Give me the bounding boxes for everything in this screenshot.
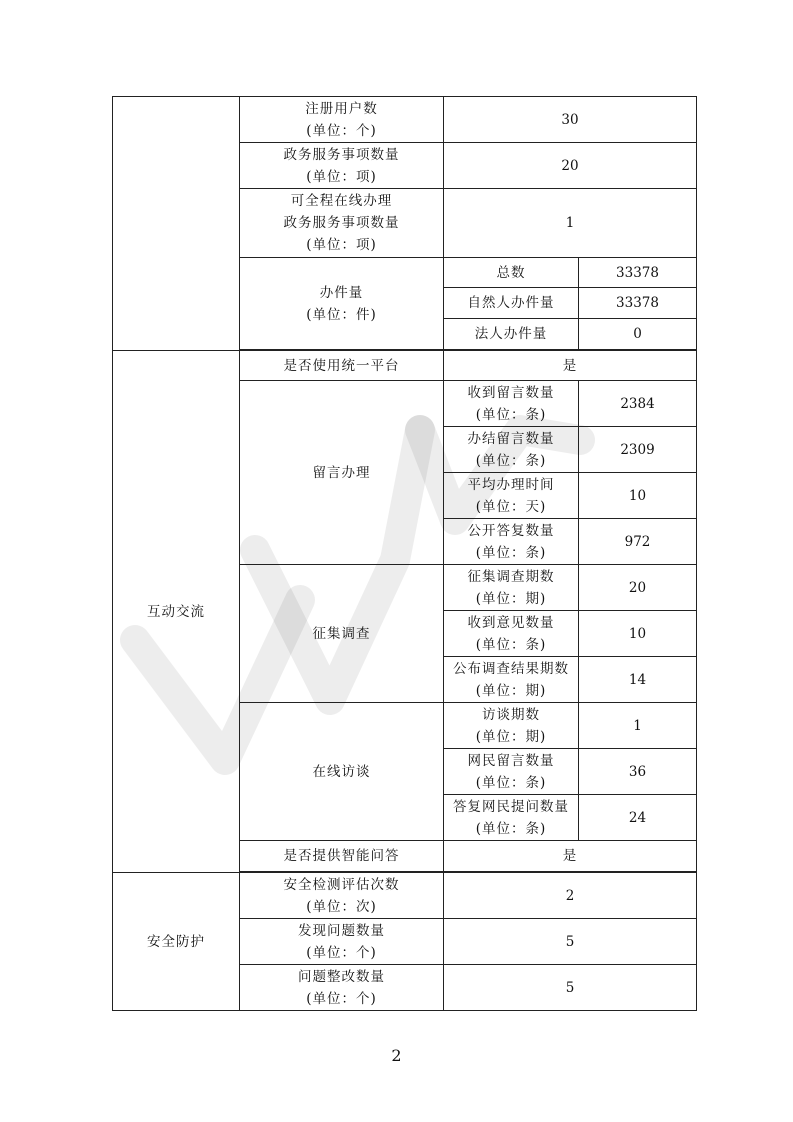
interview-replies-value: 24 xyxy=(579,795,697,841)
survey-results-value: 14 xyxy=(579,657,697,703)
issues-found-label: 发现问题数量 (单位：个) xyxy=(240,919,444,965)
cases-person-label: 自然人办件量 xyxy=(444,288,579,319)
survey-results-label: 公布调查结果期数 (单位：期) xyxy=(444,657,579,703)
service-items-label: 政务服务事项数量 (单位：项) xyxy=(240,143,444,189)
msg-received-value: 2384 xyxy=(579,381,697,427)
cases-legal-label: 法人办件量 xyxy=(444,319,579,350)
interview-replies-label: 答复网民提问数量 (单位：条) xyxy=(444,795,579,841)
unified-platform-value: 是 xyxy=(444,351,697,381)
security-checks-value: 2 xyxy=(444,873,697,919)
registered-users-label: 注册用户数 (单位：个) xyxy=(240,97,444,143)
online-service-items-label: 可全程在线办理 政务服务事项数量 (单位：项) xyxy=(240,189,444,258)
interview-messages-value: 36 xyxy=(579,749,697,795)
section-security-title: 安全防护 xyxy=(113,873,240,1011)
msg-public-reply-label: 公开答复数量 (单位：条) xyxy=(444,519,579,565)
msg-avg-time-label: 平均办理时间 (单位：天) xyxy=(444,473,579,519)
msg-received-label: 收到留言数量 (单位：条) xyxy=(444,381,579,427)
security-checks-label: 安全检测评估次数 (单位：次) xyxy=(240,873,444,919)
interview-messages-label: 网民留言数量 (单位：条) xyxy=(444,749,579,795)
smart-qa-value: 是 xyxy=(444,841,697,872)
survey-count-value: 20 xyxy=(579,565,697,611)
msg-closed-label: 办结留言数量 (单位：条) xyxy=(444,427,579,473)
cases-label: 办件量 (单位：件) xyxy=(240,258,444,350)
survey-label: 征集调查 xyxy=(240,565,444,703)
msg-public-reply-value: 972 xyxy=(579,519,697,565)
survey-opinions-value: 10 xyxy=(579,611,697,657)
survey-opinions-label: 收到意见数量 (单位：条) xyxy=(444,611,579,657)
page-number: 2 xyxy=(391,1046,402,1065)
issues-fixed-label: 问题整改数量 (单位：个) xyxy=(240,965,444,1011)
online-interview-label: 在线访谈 xyxy=(240,703,444,841)
service-items-value: 20 xyxy=(444,143,697,189)
smart-qa-label: 是否提供智能问答 xyxy=(240,841,444,872)
issues-fixed-value: 5 xyxy=(444,965,697,1011)
cases-total-label: 总数 xyxy=(444,258,579,288)
statistics-table xyxy=(112,96,697,1011)
cases-legal-value: 0 xyxy=(579,319,697,350)
interview-count-value: 1 xyxy=(579,703,697,749)
msg-avg-time-value: 10 xyxy=(579,473,697,519)
registered-users-value: 30 xyxy=(444,97,697,143)
cases-total-value: 33378 xyxy=(579,258,697,288)
survey-count-label: 征集调查期数 (单位：期) xyxy=(444,565,579,611)
section-1-title xyxy=(113,97,240,351)
online-service-items-value: 1 xyxy=(444,189,697,258)
issues-found-value: 5 xyxy=(444,919,697,965)
section-interaction-title: 互动交流 xyxy=(113,351,240,873)
cases-person-value: 33378 xyxy=(579,288,697,319)
unified-platform-label: 是否使用统一平台 xyxy=(240,351,444,381)
interview-count-label: 访谈期数 (单位：期) xyxy=(444,703,579,749)
message-handling-label: 留言办理 xyxy=(240,381,444,565)
msg-closed-value: 2309 xyxy=(579,427,697,473)
